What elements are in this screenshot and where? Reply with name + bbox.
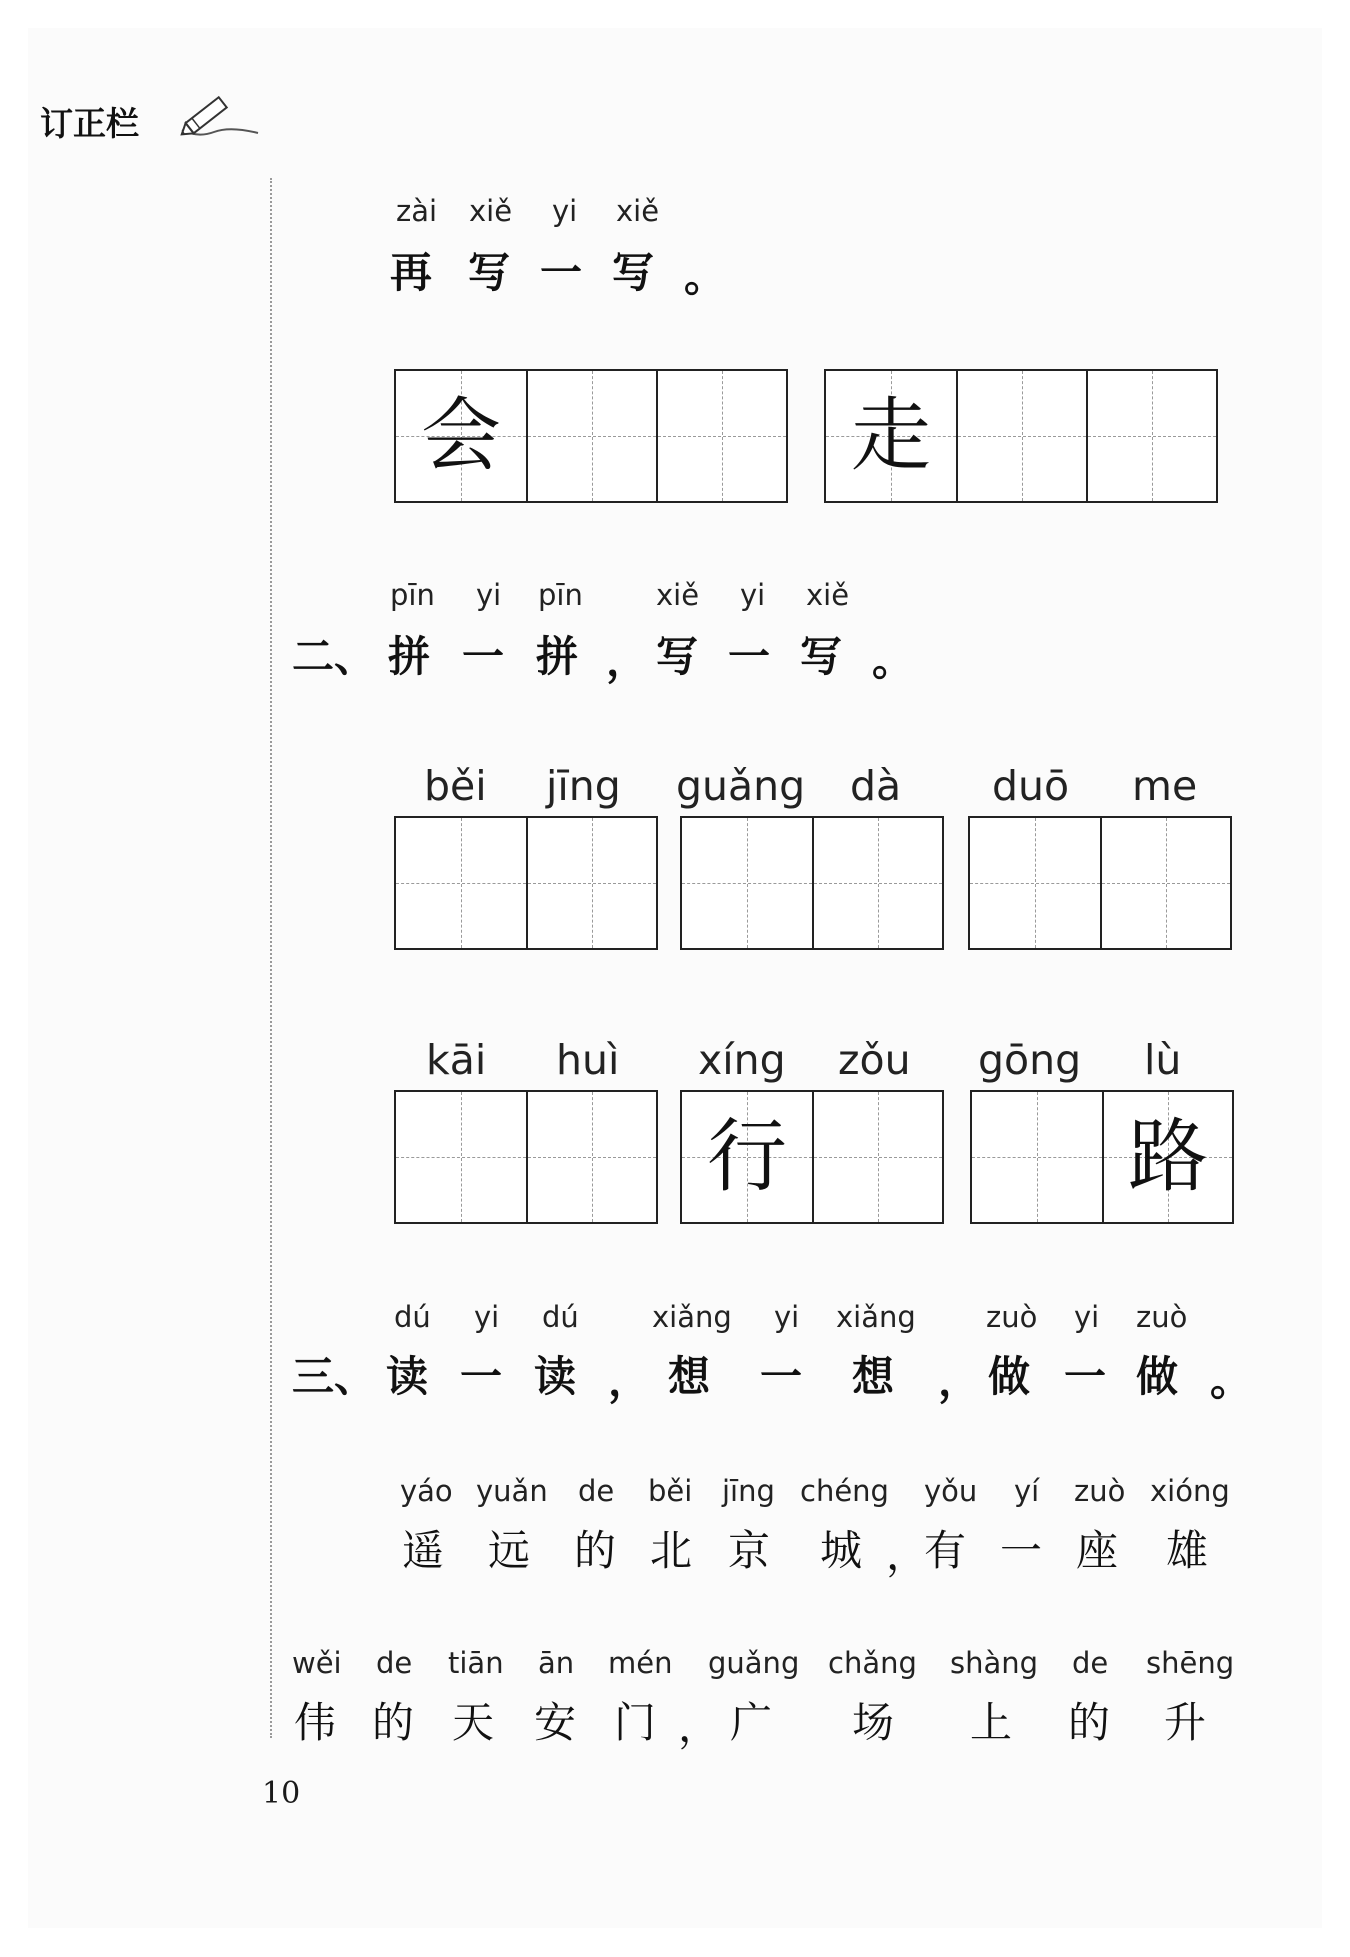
word-pinyin: dà bbox=[850, 762, 902, 810]
grid-cell[interactable] bbox=[526, 371, 656, 501]
heading-char: ， bbox=[606, 636, 649, 685]
writing-grid bbox=[394, 1090, 658, 1224]
grid-char: 会 bbox=[421, 389, 501, 482]
reading-char: ， bbox=[678, 1702, 721, 1751]
pinyin: dú bbox=[394, 1300, 431, 1334]
reading-pinyin: zuò bbox=[1074, 1474, 1126, 1508]
reading-char: 京 bbox=[728, 1526, 771, 1575]
writing-grid bbox=[824, 369, 1218, 503]
reading-pinyin: shēng bbox=[1146, 1646, 1235, 1680]
grid-char bbox=[658, 371, 786, 501]
heading-char: 一 bbox=[728, 632, 771, 681]
grid-cell[interactable] bbox=[1102, 1092, 1232, 1222]
reading-char: 有 bbox=[924, 1526, 967, 1575]
reading-pinyin: shàng bbox=[950, 1646, 1039, 1680]
grid-char bbox=[528, 371, 656, 501]
reading-pinyin: běi bbox=[648, 1474, 693, 1508]
reading-pinyin: yǒu bbox=[924, 1474, 978, 1508]
word-pinyin: huì bbox=[556, 1036, 620, 1084]
writing-grid bbox=[394, 369, 788, 503]
word-pinyin: me bbox=[1132, 762, 1198, 810]
word-pinyin: jīng bbox=[546, 762, 621, 810]
pinyin: yi bbox=[474, 1300, 500, 1334]
grid-cell[interactable] bbox=[396, 818, 526, 948]
reading-pinyin: mén bbox=[608, 1646, 673, 1680]
grid-cell[interactable] bbox=[956, 371, 1086, 501]
page-number: 10 bbox=[262, 1776, 301, 1811]
heading-char: 一 bbox=[1064, 1352, 1107, 1401]
word-pinyin: xíng bbox=[698, 1036, 786, 1084]
grid-char bbox=[814, 818, 942, 948]
reading-pinyin: ān bbox=[538, 1646, 575, 1680]
grid-cell[interactable] bbox=[972, 1092, 1102, 1222]
reading-char: 广 bbox=[730, 1698, 773, 1747]
heading-char: 一 bbox=[540, 248, 583, 297]
word-pinyin: guǎng bbox=[676, 762, 806, 810]
pinyin: xiě bbox=[616, 194, 660, 228]
heading-char: 一 bbox=[760, 1352, 803, 1401]
reading-char: ， bbox=[886, 1530, 929, 1579]
grid-char: 走 bbox=[851, 389, 931, 482]
grid-char bbox=[814, 1092, 942, 1222]
reading-char: 远 bbox=[488, 1526, 531, 1575]
heading-char: 。 bbox=[1210, 1356, 1253, 1405]
pinyin: pīn bbox=[390, 578, 435, 612]
pinyin: xiǎng bbox=[836, 1300, 916, 1334]
grid-char bbox=[682, 818, 812, 948]
grid-cell[interactable] bbox=[656, 371, 786, 501]
heading-char: 做 bbox=[988, 1352, 1031, 1401]
pinyin: yi bbox=[740, 578, 766, 612]
reading-pinyin: chǎng bbox=[828, 1646, 917, 1680]
heading-char: 。 bbox=[872, 636, 915, 685]
reading-char: 升 bbox=[1164, 1698, 1207, 1747]
grid-char: 路 bbox=[1128, 1110, 1208, 1203]
reading-pinyin: yáo bbox=[400, 1474, 453, 1508]
section-number: 三、 bbox=[292, 1352, 377, 1401]
pinyin: yi bbox=[552, 194, 578, 228]
reading-char: 北 bbox=[650, 1526, 693, 1575]
reading-char: 的 bbox=[372, 1698, 415, 1747]
grid-cell[interactable] bbox=[396, 1092, 526, 1222]
grid-cell[interactable] bbox=[970, 818, 1100, 948]
grid-cell[interactable] bbox=[682, 1092, 812, 1222]
reading-pinyin: tiān bbox=[448, 1646, 504, 1680]
heading-char: 读 bbox=[534, 1352, 577, 1401]
grid-cell[interactable] bbox=[1086, 371, 1216, 501]
reading-char: 的 bbox=[1068, 1698, 1111, 1747]
section-number: 二、 bbox=[292, 632, 377, 681]
heading-char: 写 bbox=[800, 632, 843, 681]
pinyin: zài bbox=[396, 194, 438, 228]
grid-char bbox=[528, 1092, 656, 1222]
writing-grid bbox=[970, 1090, 1234, 1224]
heading-char: 写 bbox=[468, 248, 511, 297]
heading-char: 一 bbox=[460, 1352, 503, 1401]
grid-cell[interactable] bbox=[826, 371, 956, 501]
reading-char: 雄 bbox=[1166, 1526, 1209, 1575]
reading-pinyin: yí bbox=[1014, 1474, 1040, 1508]
reading-pinyin: yuǎn bbox=[476, 1474, 548, 1508]
pinyin: yi bbox=[774, 1300, 800, 1334]
grid-char bbox=[958, 371, 1086, 501]
margin-divider bbox=[270, 178, 272, 1738]
grid-char: 行 bbox=[707, 1110, 787, 1203]
grid-char bbox=[972, 1092, 1102, 1222]
pencil-icon bbox=[178, 86, 262, 140]
reading-char: 安 bbox=[534, 1698, 577, 1747]
word-pinyin: gōng bbox=[978, 1036, 1082, 1084]
pinyin: zuò bbox=[986, 1300, 1038, 1334]
word-pinyin: běi bbox=[424, 762, 487, 810]
pinyin: yi bbox=[1074, 1300, 1100, 1334]
heading-char: ， bbox=[938, 1356, 981, 1405]
grid-cell[interactable] bbox=[526, 818, 656, 948]
writing-grid bbox=[394, 816, 658, 950]
word-pinyin: zǒu bbox=[838, 1036, 911, 1084]
grid-cell[interactable] bbox=[812, 1092, 942, 1222]
word-pinyin: duō bbox=[992, 762, 1070, 810]
writing-grid bbox=[680, 816, 944, 950]
heading-char: 想 bbox=[852, 1352, 895, 1401]
heading-char: 读 bbox=[386, 1352, 429, 1401]
pinyin: xiǎng bbox=[652, 1300, 732, 1334]
pinyin: xiě bbox=[656, 578, 700, 612]
grid-char bbox=[396, 1092, 526, 1222]
reading-char: 天 bbox=[452, 1698, 495, 1747]
reading-char: 遥 bbox=[402, 1526, 445, 1575]
heading-char: 想 bbox=[668, 1352, 711, 1401]
workbook-page bbox=[28, 28, 1322, 1928]
grid-char bbox=[528, 818, 656, 948]
grid-char bbox=[396, 818, 526, 948]
word-pinyin: kāi bbox=[426, 1036, 487, 1084]
writing-grid bbox=[968, 816, 1232, 950]
reading-char: 座 bbox=[1076, 1526, 1119, 1575]
heading-char: 写 bbox=[612, 248, 655, 297]
pinyin: dú bbox=[542, 1300, 579, 1334]
reading-pinyin: chéng bbox=[800, 1474, 889, 1508]
reading-pinyin: jīng bbox=[722, 1474, 775, 1508]
grid-char bbox=[1088, 371, 1216, 501]
heading-char: ， bbox=[608, 1356, 651, 1405]
heading-char: 。 bbox=[684, 252, 727, 301]
reading-char: 的 bbox=[574, 1526, 617, 1575]
margin-label: 订正栏 bbox=[40, 104, 139, 143]
reading-char: 一 bbox=[1000, 1526, 1043, 1575]
grid-char bbox=[970, 818, 1100, 948]
reading-char: 上 bbox=[970, 1698, 1013, 1747]
reading-char: 城 bbox=[820, 1526, 863, 1575]
pinyin: pīn bbox=[538, 578, 583, 612]
reading-pinyin: de bbox=[1072, 1646, 1109, 1680]
word-pinyin: lù bbox=[1144, 1036, 1182, 1084]
heading-char: 拼 bbox=[536, 632, 579, 681]
pinyin: yi bbox=[476, 578, 502, 612]
grid-char bbox=[1102, 818, 1230, 948]
heading-char: 再 bbox=[390, 248, 433, 297]
grid-cell[interactable] bbox=[526, 1092, 656, 1222]
reading-pinyin: wěi bbox=[292, 1646, 342, 1680]
reading-char: 门 bbox=[614, 1698, 657, 1747]
grid-cell[interactable] bbox=[812, 818, 942, 948]
grid-cell[interactable] bbox=[396, 371, 526, 501]
heading-char: 一 bbox=[462, 632, 505, 681]
reading-pinyin: de bbox=[578, 1474, 615, 1508]
heading-char: 拼 bbox=[388, 632, 431, 681]
heading-char: 做 bbox=[1136, 1352, 1179, 1401]
pinyin: zuò bbox=[1136, 1300, 1188, 1334]
reading-char: 伟 bbox=[294, 1698, 337, 1747]
reading-pinyin: xióng bbox=[1150, 1474, 1230, 1508]
grid-cell[interactable] bbox=[682, 818, 812, 948]
heading-char: 写 bbox=[656, 632, 699, 681]
pinyin: xiě bbox=[806, 578, 850, 612]
grid-cell[interactable] bbox=[1100, 818, 1230, 948]
pinyin: xiě bbox=[469, 194, 513, 228]
reading-pinyin: guǎng bbox=[708, 1646, 800, 1680]
reading-pinyin: de bbox=[376, 1646, 413, 1680]
reading-char: 场 bbox=[852, 1698, 895, 1747]
writing-grid bbox=[680, 1090, 944, 1224]
